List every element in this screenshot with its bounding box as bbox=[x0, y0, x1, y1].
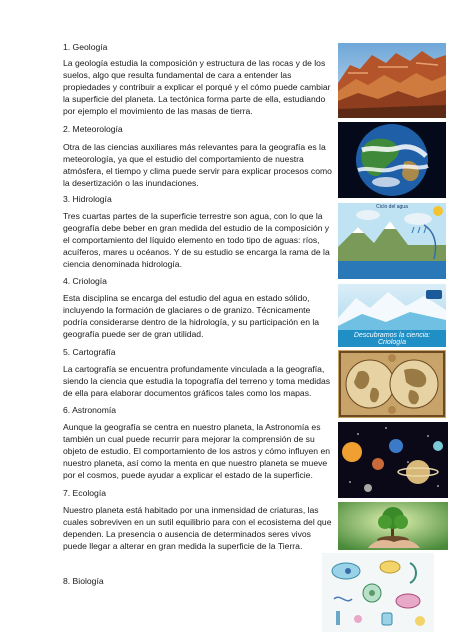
meteorology-image bbox=[338, 122, 446, 198]
section-heading-geologia: 1. Geología bbox=[63, 42, 108, 52]
cartography-image bbox=[338, 350, 446, 418]
section-heading-cartografia: 5. Cartografía bbox=[63, 347, 116, 357]
astronomy-image bbox=[338, 422, 448, 498]
hydrology-image-title: Ciclo del agua bbox=[376, 204, 408, 210]
section-body-astronomia: Aunque la geografía se centra en nuestro planeta, la Astronomía es también un cual puede recurrir para mejorar la comprensión de su objeto de estudio. El comportamiento de los astros y cómo influyen en nuestro planeta, así como la menta en que nuestro planeta se mueve por el cosmos, puede ayudar a explicar el estado de la superficie. bbox=[63, 422, 331, 480]
geology-image bbox=[338, 43, 446, 118]
section-heading-ecologia: 7. Ecología bbox=[63, 488, 106, 498]
section-body-hidrologia: Tres cuartas partes de la superficie terrestre son agua, con lo que la geografía debe beber en gran medida del estudio de la composición y el comportamiento del líquido elemento en todo tipo de aguas: ríos, acuíferos, mares u océanos. Y de su estudio se encarga la rama de la ciencia denominada hidrología. bbox=[63, 211, 330, 269]
cryology-image bbox=[338, 284, 446, 347]
section-body-criologia: Esta disciplina se encarga del estudio del agua en estado sólido, incluyendo la formación de glaciares o de granizo. Técnicamente podría considerarse dentro de la hidrología, y su participación en la geografía puede ser de gran utilidad. bbox=[63, 293, 320, 339]
section-body-meteorologia: Otra de las ciencias auxiliares más relevantes para la geografía es la meteorología, ya que el estudio del comportamiento de nuestra atmósfera, el tiempo y clima puede servir para explicar procesos como la desertización o las inundaciones. bbox=[63, 142, 332, 188]
hydrology-image bbox=[338, 203, 446, 279]
cryology-image-caption: Descubramos la ciencia: Criología bbox=[353, 332, 431, 346]
section-heading-biologia: 8. Biología bbox=[63, 576, 104, 586]
biology-image bbox=[322, 553, 434, 632]
section-heading-astronomia: 6. Astronomía bbox=[63, 405, 117, 415]
ecology-image bbox=[338, 502, 448, 550]
section-body-geologia: La geología estudia la composición y estructura de las rocas y de los suelos, algo que resulta fundamental de cara a entender las propiedades y contribuir a explicar el porqué y el cómo puede cambiar la superficie del planeta. La tectónica forma parte de ella, estudiando por ejemplo el movimiento de las masas de tierra. bbox=[63, 58, 331, 116]
section-heading-meteorologia: 2. Meteorología bbox=[63, 124, 123, 134]
section-body-cartografia: La cartografía se encuentra profundamente vinculada a la geografía, siendo la ciencia que estudia la topografía del terreno y toma medidas de ella para elaborar documentos gráficos tales como los mapas. bbox=[63, 364, 331, 398]
section-heading-criologia: 4. Criología bbox=[63, 276, 107, 286]
section-heading-hidrologia: 3. Hidrología bbox=[63, 194, 112, 204]
section-body-ecologia: Nuestro planeta está habitado por una inmensidad de criaturas, las cuales sobreviven en un sutil equilibrio para con el ecosistema del que dependen. La presencia o ausencia de determinados seres vivos puede llegar a alterar en gran medida la superficie de la Tierra. bbox=[63, 505, 332, 551]
